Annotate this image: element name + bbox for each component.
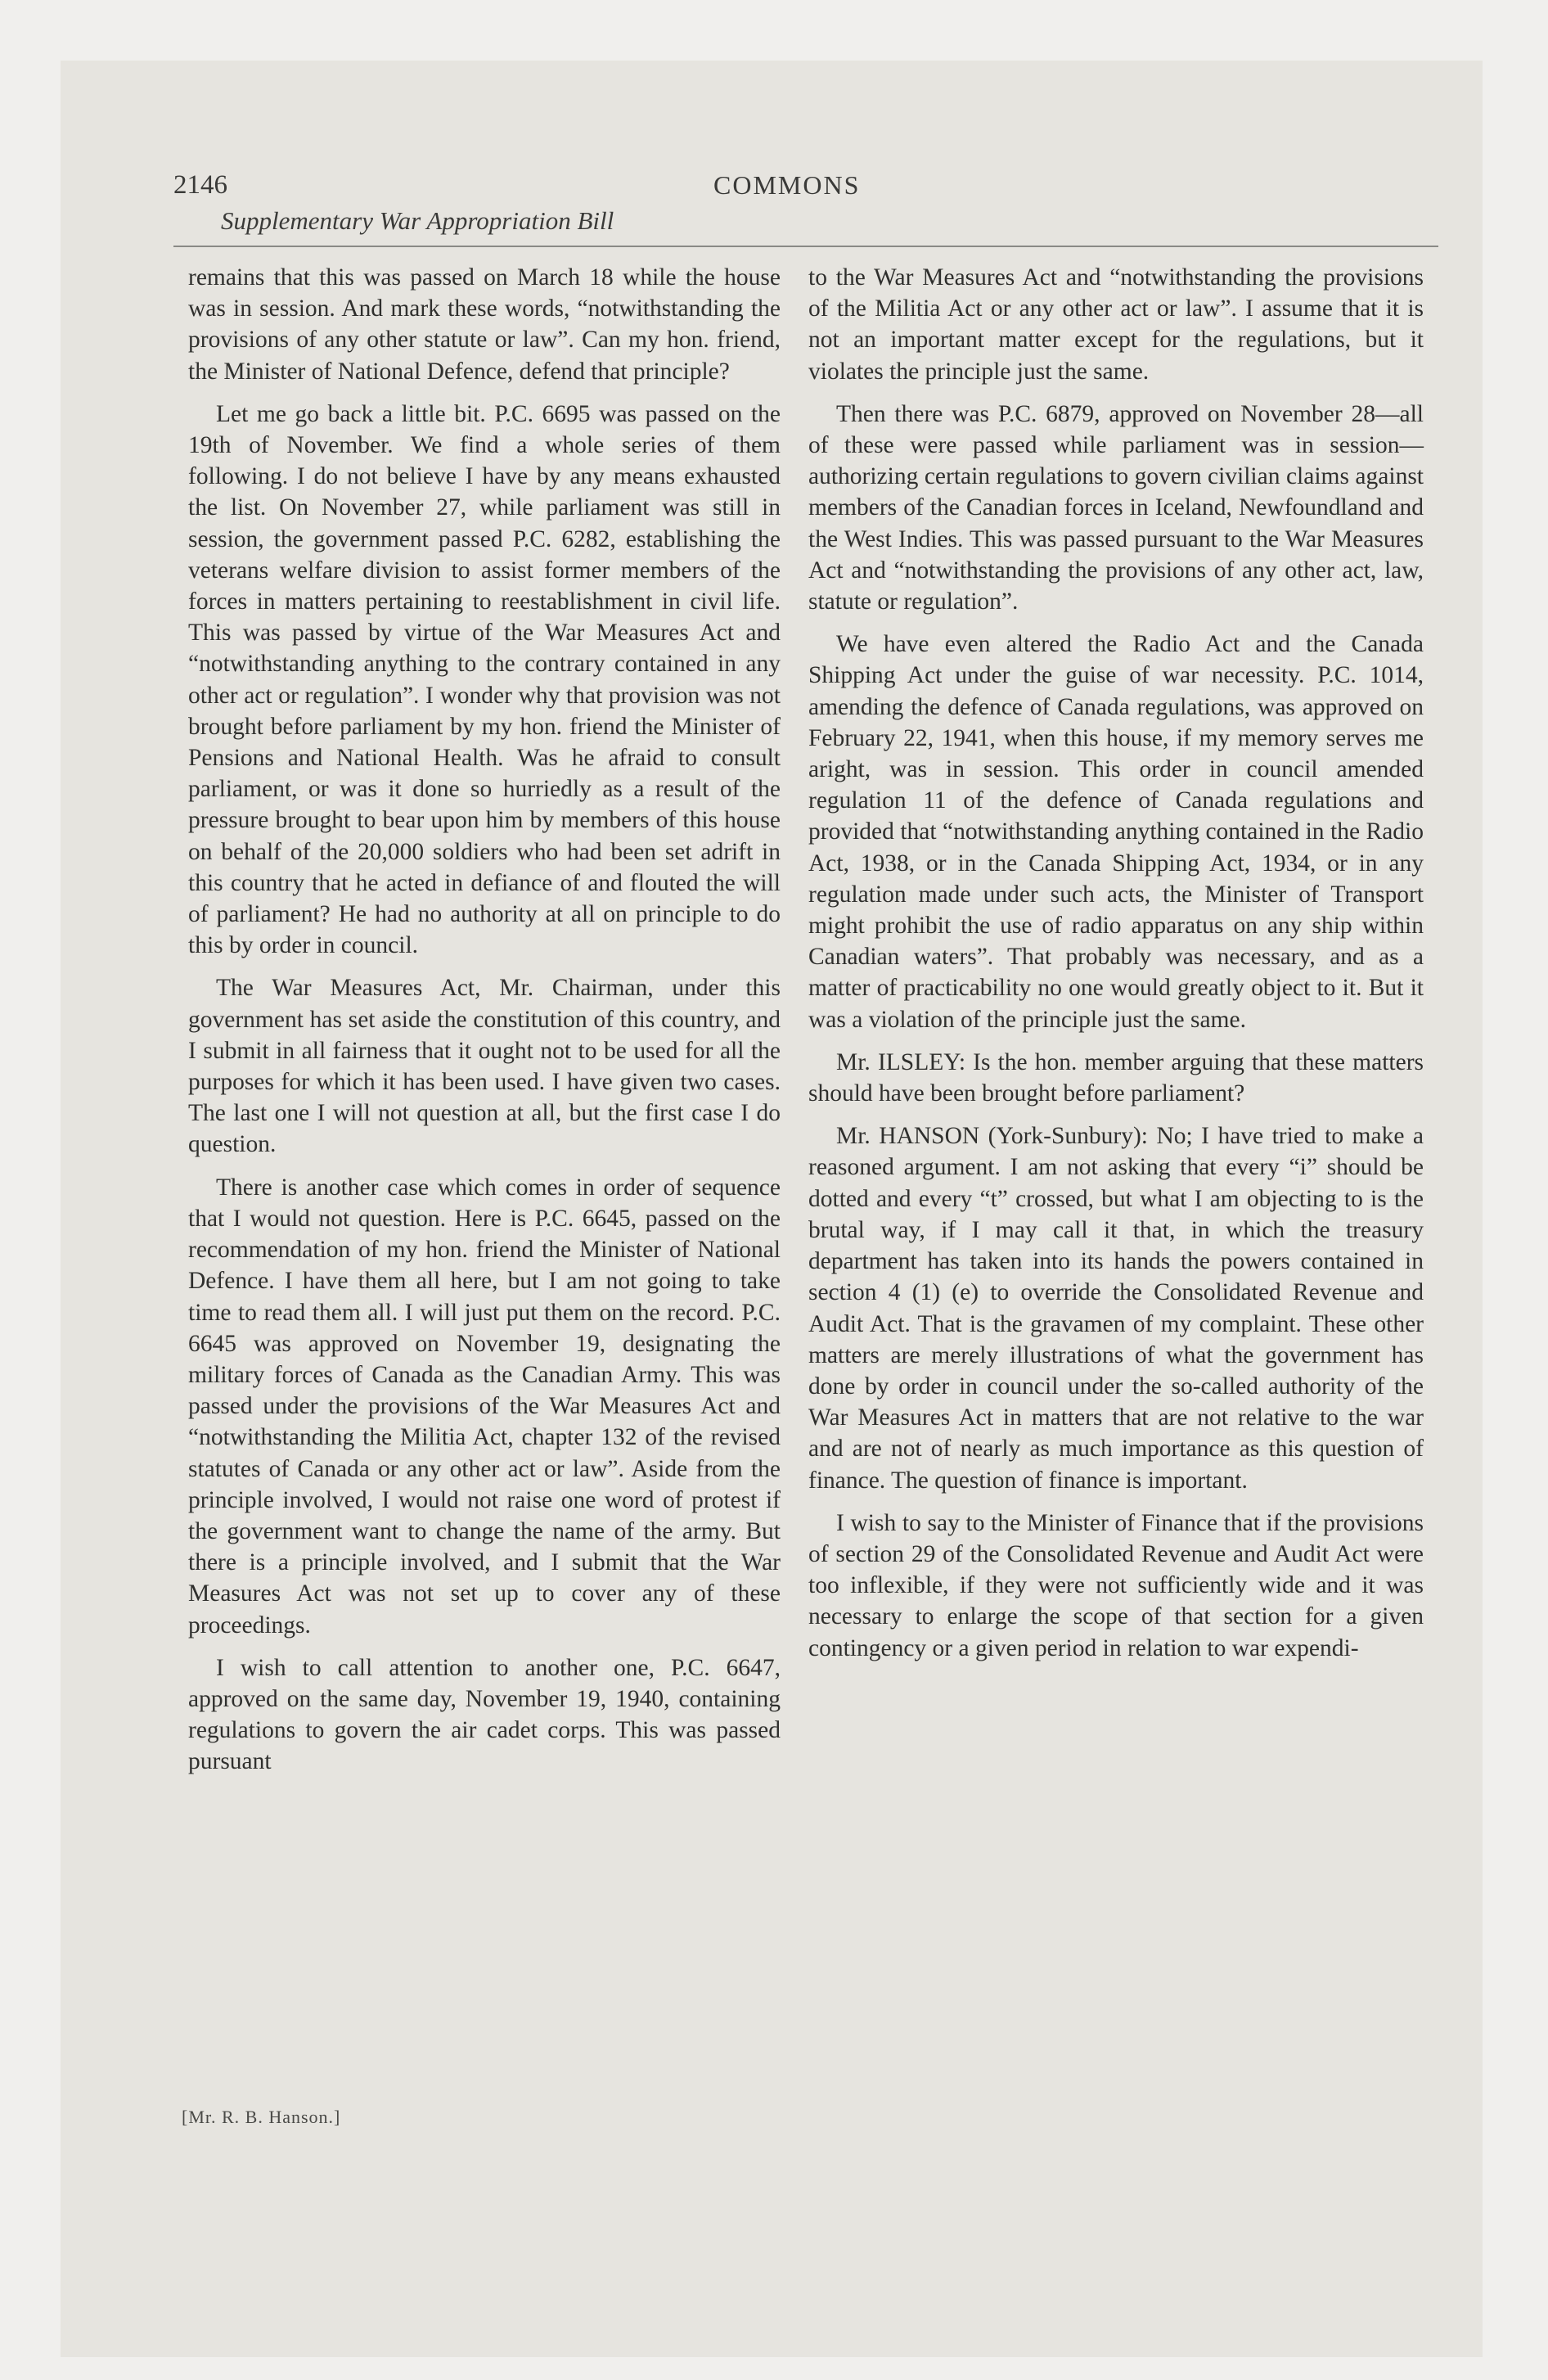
left-column	[188, 262, 781, 1789]
paragraph: There is another case which comes in order of sequence that I would not question. Here is P.C. 6645, passed on the recommendation of my hon. friend the Minister of National Defence. I have them all here, but I am not going to take time to read them all. I will just put them on the record. P.C. 6645 was approved on November 19, designating the military forces of Canada as the Canadian Army. This was passed under the provisions of the War Measures Act and “notwithstanding the Militia Act, chapter 132 of the revised statutes of Canada or any other act or law”. Aside from the principle involved, I would not raise one word of protest if the government want to change the name of the army. But there is a principle involved, and I submit that the War Measures Act was not set up to cover any of these proceedings.	[188, 1174, 781, 1639]
paragraph: I wish to call attention to another one, P.C. 6647, approved on the same day, November 19, 1940, containing regulations to govern the air cadet corps. This was passed pursuant	[188, 1654, 781, 1775]
running-subtitle: Supplementary War Appropriation Bill	[221, 206, 614, 235]
paragraph: I wish to say to the Minister of Finance that if the provisions of section 29 of the Consolidated Revenue and Audit Act were too inflexible, if they were not sufficiently wide and it was necessary to enlarge the scope of that section for a given contingency or a given period in relation to war expendi-	[808, 1509, 1424, 1661]
journal-title: COMMONS	[713, 170, 861, 200]
paragraph: The War Measures Act, Mr. Chairman, under this government has set aside the constitution of this country, and I submit in all fairness that it ought not to be used for all the purposes for which it has been used. I have given two cases. The last one I will not question at all, but the first case I do question.	[188, 975, 781, 1158]
speaker-footer: [Mr. R. B. Hanson.]	[182, 2107, 341, 2127]
paragraph: to the War Measures Act and “notwithstanding the provisions of the Militia Act or any other act or law”. I assume that it is not an important matter except for the regulations, but it violates the principle just the same.	[808, 264, 1424, 385]
paragraph: Let me go back a little bit. P.C. 6695 was passed on the 19th of November. We find a whole series of them following. I do not believe I have by any means exhausted the list. On November 27, while parliament was still in session, the government passed P.C. 6282, establishing the veterans welfare division to assist former members of the forces in matters pertaining to reestablishment in civil life. This was passed by virtue of the War Measures Act and “notwithstanding anything to the contrary contained in any other act or regulation”. I wonder why that provision was not brought before parliament by my hon. friend the Minister of Pensions and National Health. Was he afraid to consult parliament, or was it done so hurriedly as a result of the pressure brought to bear upon him by members of this house on behalf of the 20,000 soldiers who had been set adrift in this country that he acted in defiance of and flouted the will of parliament? He had no authority at all on principle to do this by order in council.	[188, 400, 781, 959]
paragraph: Mr. HANSON (York-Sunbury): No; I have tried to make a reasoned argument. I am not asking that every “i” should be dotted and every “t” crossed, but what I am objecting to is the brutal way, if I may call it that, in which the treasury department has taken into its hands the powers contained in section 4 (1) (e) to override the Consolidated Revenue and Audit Act. That is the gravamen of my complaint. These other matters are merely illustrations of what the government has done by order in council under the so-called authority of the War Measures Act in matters that are not relative to the war and are not of nearly as much importance as this question of finance. The question of finance is important.	[808, 1123, 1424, 1494]
paragraph: Mr. ILSLEY: Is the hon. member arguing that these matters should have been brought before parliament?	[808, 1048, 1424, 1107]
page-header	[173, 169, 1438, 247]
paragraph: Then there was P.C. 6879, approved on November 28—all of these were passed while parliament was in session—authorizing certain regulations to govern civilian claims against members of the Canadian forces in Iceland, Newfoundland and the West Indies. This was passed pursuant to the War Measures Act and “notwithstanding the provisions of any other act, law, statute or regulation”.	[808, 400, 1424, 615]
paragraph: remains that this was passed on March 18 while the house was in session. And mark these words, “notwithstanding the provisions of any other statute or law”. Can my hon. friend, the Minister of National Defence, defend that principle?	[188, 264, 781, 385]
header-rule	[173, 246, 1438, 247]
right-column	[808, 262, 1424, 1675]
paragraph: We have even altered the Radio Act and the Canada Shipping Act under the guise of war necessity. P.C. 1014, amending the defence of Canada regulations, was approved on February 22, 1941, when this house, if my memory serves me aright, was in session. This order in council amended regulation 11 of the defence of Canada regulations and provided that “notwithstanding anything contained in the Radio Act, 1938, or in the Canada Shipping Act, 1934, or in any regulation made under such acts, the Minister of Transport might prohibit the use of radio apparatus on any ship within Canadian waters”. That probably was necessary, and as a matter of practicability no one would greatly object to it. But it was a violation of the principle just the same.	[808, 631, 1424, 1033]
page-number: 2146	[173, 170, 227, 200]
